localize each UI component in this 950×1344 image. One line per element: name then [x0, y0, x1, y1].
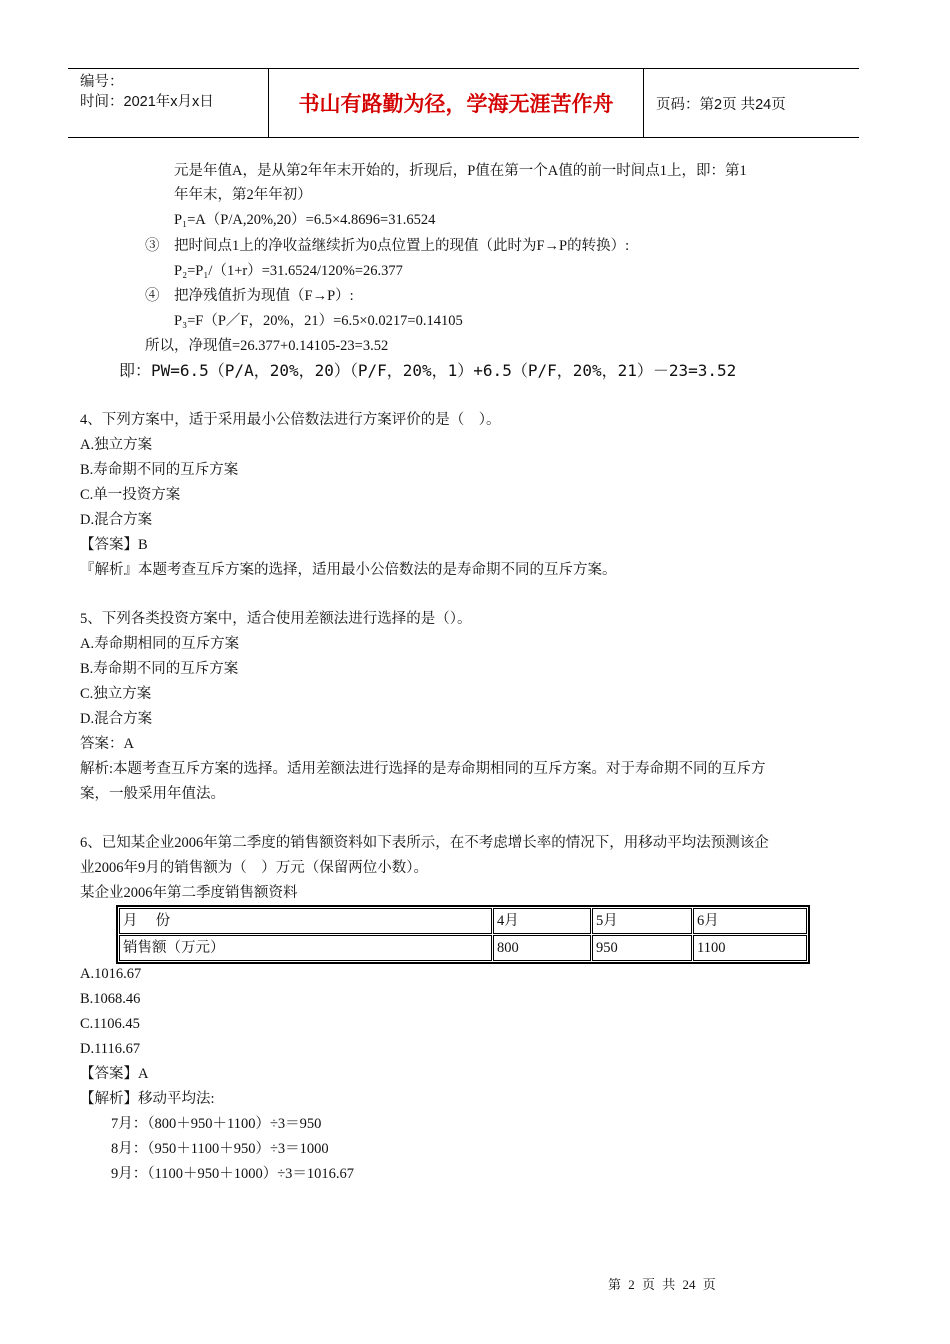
question-4: 4、下列方案中，适于采用最小公倍数法进行方案评价的是（ ）。: [80, 412, 501, 428]
sales-table: [116, 905, 810, 964]
document-number-label: 编号：: [80, 74, 124, 90]
option-c: C.独立方案: [80, 686, 152, 702]
option-c: C.1106.45: [80, 1016, 140, 1032]
formula-line: P₃=F（P／F，20%，21）=6.5×0.0217=0.14105: [174, 313, 463, 329]
table-row: [119, 908, 807, 934]
calc-line: 7月：（800＋950＋1100）÷3＝950: [111, 1116, 322, 1132]
question-6: 业2006年9月的销售额为（ ）万元（保留两位小数）。: [80, 860, 428, 876]
option-a: A.寿命期相同的互斥方案: [80, 636, 240, 652]
table-cell: 6月: [693, 908, 807, 934]
question-6: 6、已知某企业2006年第二季度的销售额资料如下表所示，在不考虑增长率的情况下，用移动平均法预测该企: [80, 835, 769, 851]
formula-line: P₁=A（P/A,20%,20）=6.5×4.8696=31.6524: [174, 212, 436, 228]
option-d: D.混合方案: [80, 512, 153, 528]
table-cell: 1100: [693, 935, 807, 961]
table-caption: 某企业2006年第二季度销售额资料: [80, 885, 298, 901]
page-header: [68, 68, 859, 138]
table-cell: 销售额（万元）: [119, 935, 492, 961]
answer: 【答案】A: [80, 1066, 149, 1082]
body-line: 所以，净现值=26.377+0.14105-23=3.52: [145, 338, 389, 354]
page-footer: 第 2 页 共 24 页: [608, 1277, 716, 1292]
table-cell: 月 份: [119, 908, 492, 934]
document-time: 时间：2021年x月x日: [80, 94, 214, 110]
calc-line: 8月：（950＋1100＋950）÷3＝1000: [111, 1141, 329, 1157]
formula-summary: 即：PW=6.5（P/A，20%，20）（P/F，20%，1）+6.5（P/F，20%，21）－23=3.52: [119, 361, 737, 380]
table-cell: 4月: [493, 908, 591, 934]
header-motto: 书山有路勤为径，学海无涯苦作舟: [269, 69, 644, 137]
header-page-info: 页码：第2页 共24页: [656, 96, 786, 113]
explanation: 『解析』本题考查互斥方案的选择，适用最小公倍数法的是寿命期不同的互斥方案。: [80, 562, 617, 578]
body-line: 元是年值A，是从第2年年末开始的，折现后，P值在第一个A值的前一时间点1上，即：第1: [174, 163, 747, 179]
step-line: ④ 把净残值折为现值（F→P）:: [145, 288, 354, 304]
option-b: B.寿命期不同的互斥方案: [80, 462, 239, 478]
formula-line: P₂=P₁/（1+r）=31.6524/120%=26.377: [174, 263, 403, 279]
table-cell: 800: [493, 935, 591, 961]
calc-line: 9月：（1100＋950＋1000）÷3＝1016.67: [111, 1166, 355, 1182]
option-c: C.单一投资方案: [80, 487, 181, 503]
step-line: ③ 把时间点1上的净收益继续折为0点位置上的现值（此时为F→P的转换）:: [145, 238, 630, 254]
table-cell: 950: [592, 935, 692, 961]
option-b: B.寿命期不同的互斥方案: [80, 661, 239, 677]
explanation: 解析:本题考查互斥方案的选择。适用差额法进行选择的是寿命期相同的互斥方案。对于寿命期不同的互斥方: [80, 761, 766, 777]
answer: 【答案】B: [80, 537, 148, 553]
option-d: D.混合方案: [80, 711, 153, 727]
option-d: D.1116.67: [80, 1041, 141, 1057]
question-5: 5、下列各类投资方案中，适合使用差额法进行选择的是（）。: [80, 611, 472, 627]
header-meta: [68, 69, 269, 137]
option-a: A.独立方案: [80, 437, 153, 453]
explanation: 案，一般采用年值法。: [80, 786, 225, 802]
explanation: 【解析】移动平均法:: [80, 1091, 215, 1107]
body-line: 年年末，第2年年初）: [174, 187, 312, 203]
table-row: [119, 935, 807, 961]
option-b: B.1068.46: [80, 991, 141, 1007]
table-cell: 5月: [592, 908, 692, 934]
option-a: A.1016.67: [80, 966, 142, 982]
answer: 答案：A: [80, 736, 134, 752]
